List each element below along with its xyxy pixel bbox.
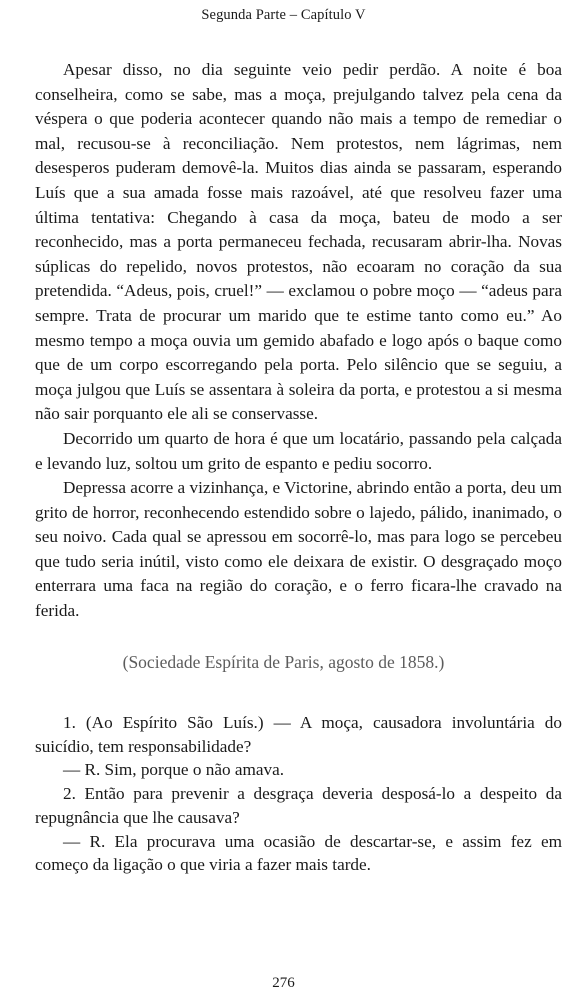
session-attribution: (Sociedade Espírita de Paris, agosto de 1858.) <box>122 652 445 672</box>
paragraph: Depressa acorre a vizinhança, e Victorine, abrindo então a porta, deu um grito de horror, reconhecendo estendido sobre o lajedo, pálido, inanimado, o seu noivo. Cada qual se apressou em socorrê-lo, mas para logo se percebeu que tudo seria inútil, visto como ele deixara de existir. O desgraçado moço enterrara uma faca na região do coração, e o ferro ficara-lhe cravado na ferida. <box>35 478 562 621</box>
running-head: Segunda Parte – Capítulo V <box>201 7 366 23</box>
question: 2. Então para prevenir a desgraça deveria desposá-lo a despeito da repugnância que lhe causava? <box>35 784 562 827</box>
page-number: 276 <box>272 975 295 991</box>
question: 1. (Ao Espírito São Luís.) — A moça, causadora involuntária do suicídio, tem responsabilidade? <box>35 713 562 756</box>
answer: — R. Sim, porque o não amava. <box>63 760 285 780</box>
paragraph: Decorrido um quarto de hora é que um locatário, passando pela calçada e levando luz, soltou um grito de espanto e pediu socorro. <box>35 428 562 473</box>
answer: — R. Ela procurava uma ocasião de descartar-se, e assim fez em começo da ligação o que viria a fazer mais tarde. <box>35 831 562 875</box>
paragraph: Apesar disso, no dia seguinte veio pedir perdão. A noite é boa conselheira, como se sabe, mas a moça, prejulgando talvez pela cena da véspera o que poderia acontecer quando não mais a tempo de remediar o mal, recusou-se à reconciliação. Nem protestos, nem lágrimas, nem desesperos puderam demovê-la. Muitos dias ainda se passaram, esperando Luís que a sua amada fosse mais razoável, até que resolveu fazer uma última tentativa: Chegando à casa da moça, bateu de modo a ser reconhecido, mas a porta permaneceu fechada, recusaram abrir-lha. Novas súplicas do repelido, novos protestos, não ecoaram no coração da sua pretendida. “Adeus, pois, cruel!” — exclamou o pobre moço — “adeus para sempre. Trata de procurar um marido que te estime tanto como eu.” Ao mesmo tempo a moça ouvia um gemido abafado e logo após o baque como que de um corpo escorregando pela porta. Pelo silêncio que se seguiu, a moça julgou que Luís se assentara à soleira da porta, e protestou a si mesma não sair porquanto ele ali se conservasse. <box>35 60 562 424</box>
narrative-text <box>35 58 562 624</box>
question-answer-section <box>35 711 562 877</box>
